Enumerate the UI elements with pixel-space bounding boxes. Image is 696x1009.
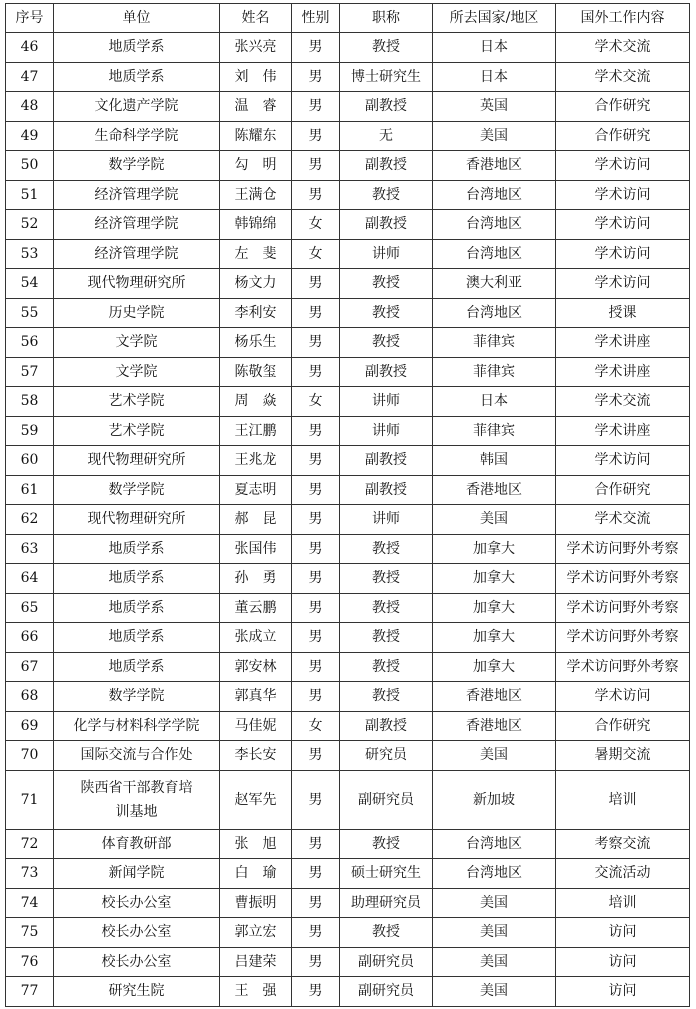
cell-unit: 数学学院	[54, 475, 220, 505]
cell-work-content: 考察交流	[556, 829, 690, 859]
cell-work-content: 学术访问	[556, 210, 690, 240]
cell-name: 董云鹏	[220, 593, 292, 623]
cell-unit: 经济管理学院	[54, 180, 220, 210]
cell-gender: 男	[292, 829, 340, 859]
cell-title: 教授	[340, 328, 433, 358]
table-row	[6, 92, 690, 122]
cell-work-content: 学术访问	[556, 180, 690, 210]
cell-work-content: 学术讲座	[556, 328, 690, 358]
cell-destination: 美国	[433, 888, 556, 918]
cell-gender: 男	[292, 741, 340, 771]
table-row	[6, 33, 690, 63]
cell-unit: 地质学系	[54, 593, 220, 623]
cell-gender: 男	[292, 298, 340, 328]
table-row	[6, 475, 690, 505]
cell-index: 57	[6, 357, 54, 387]
cell-index: 52	[6, 210, 54, 240]
table-row	[6, 593, 690, 623]
cell-gender: 男	[292, 121, 340, 151]
cell-name: 郝 昆	[220, 505, 292, 535]
header-row	[6, 4, 690, 33]
cell-title: 教授	[340, 593, 433, 623]
cell-name: 王江鹏	[220, 416, 292, 446]
cell-index: 74	[6, 888, 54, 918]
cell-destination: 台湾地区	[433, 298, 556, 328]
cell-gender: 男	[292, 62, 340, 92]
cell-index: 62	[6, 505, 54, 535]
cell-work-content: 学术交流	[556, 505, 690, 535]
cell-index: 64	[6, 564, 54, 594]
cell-gender: 男	[292, 918, 340, 948]
cell-destination: 香港地区	[433, 711, 556, 741]
table-row	[6, 62, 690, 92]
cell-unit: 数学学院	[54, 682, 220, 712]
cell-gender: 男	[292, 505, 340, 535]
cell-gender: 女	[292, 239, 340, 269]
cell-destination: 菲律宾	[433, 328, 556, 358]
cell-destination: 新加坡	[433, 770, 556, 829]
cell-index: 69	[6, 711, 54, 741]
cell-name: 陈敬玺	[220, 357, 292, 387]
table-row	[6, 210, 690, 240]
table-row	[6, 298, 690, 328]
cell-work-content: 合作研究	[556, 92, 690, 122]
cell-title: 教授	[340, 298, 433, 328]
table-row	[6, 357, 690, 387]
cell-unit: 艺术学院	[54, 416, 220, 446]
cell-destination: 菲律宾	[433, 416, 556, 446]
cell-index: 54	[6, 269, 54, 299]
cell-title: 副教授	[340, 711, 433, 741]
cell-unit: 文化遗产学院	[54, 92, 220, 122]
header-unit: 单位	[54, 4, 220, 33]
cell-name: 刘 伟	[220, 62, 292, 92]
cell-unit: 现代物理研究所	[54, 446, 220, 476]
cell-unit: 地质学系	[54, 62, 220, 92]
cell-unit: 化学与材料科学学院	[54, 711, 220, 741]
cell-name: 李长安	[220, 741, 292, 771]
cell-gender: 男	[292, 593, 340, 623]
cell-unit: 文学院	[54, 357, 220, 387]
cell-name: 吕建荣	[220, 947, 292, 977]
cell-index: 51	[6, 180, 54, 210]
cell-gender: 女	[292, 387, 340, 417]
cell-unit: 历史学院	[54, 298, 220, 328]
cell-destination: 美国	[433, 977, 556, 1007]
cell-title: 副研究员	[340, 977, 433, 1007]
cell-work-content: 培训	[556, 770, 690, 829]
table-row	[6, 623, 690, 653]
cell-work-content: 学术访问野外考察	[556, 623, 690, 653]
cell-gender: 男	[292, 770, 340, 829]
cell-gender: 男	[292, 33, 340, 63]
table-row	[6, 564, 690, 594]
cell-destination: 日本	[433, 33, 556, 63]
cell-gender: 男	[292, 357, 340, 387]
cell-title: 副教授	[340, 210, 433, 240]
cell-name: 杨文力	[220, 269, 292, 299]
cell-name: 温 睿	[220, 92, 292, 122]
cell-index: 68	[6, 682, 54, 712]
cell-gender: 男	[292, 151, 340, 181]
cell-title: 研究员	[340, 741, 433, 771]
cell-title: 副教授	[340, 446, 433, 476]
cell-destination: 台湾地区	[433, 180, 556, 210]
cell-destination: 台湾地区	[433, 210, 556, 240]
cell-destination: 英国	[433, 92, 556, 122]
cell-title: 助理研究员	[340, 888, 433, 918]
table-row	[6, 446, 690, 476]
table-row	[6, 239, 690, 269]
table-row	[6, 859, 690, 889]
cell-index: 63	[6, 534, 54, 564]
table-row	[6, 269, 690, 299]
cell-gender: 男	[292, 180, 340, 210]
cell-unit: 新闻学院	[54, 859, 220, 889]
cell-gender: 男	[292, 652, 340, 682]
cell-destination: 香港地区	[433, 151, 556, 181]
cell-unit: 数学学院	[54, 151, 220, 181]
cell-index: 72	[6, 829, 54, 859]
table-row	[6, 652, 690, 682]
table-row	[6, 977, 690, 1007]
cell-name: 韩锦绵	[220, 210, 292, 240]
cell-destination: 加拿大	[433, 564, 556, 594]
cell-destination: 台湾地区	[433, 859, 556, 889]
cell-work-content: 学术访问	[556, 239, 690, 269]
cell-work-content: 学术访问	[556, 446, 690, 476]
cell-destination: 菲律宾	[433, 357, 556, 387]
cell-work-content: 培训	[556, 888, 690, 918]
cell-name: 郭真华	[220, 682, 292, 712]
table-row	[6, 682, 690, 712]
cell-destination: 台湾地区	[433, 829, 556, 859]
cell-title: 讲师	[340, 239, 433, 269]
cell-name: 郭立宏	[220, 918, 292, 948]
cell-gender: 男	[292, 92, 340, 122]
cell-destination: 加拿大	[433, 652, 556, 682]
cell-unit: 地质学系	[54, 623, 220, 653]
cell-title: 博士研究生	[340, 62, 433, 92]
cell-title: 副教授	[340, 357, 433, 387]
cell-index: 56	[6, 328, 54, 358]
cell-title: 教授	[340, 33, 433, 63]
cell-index: 47	[6, 62, 54, 92]
cell-destination: 韩国	[433, 446, 556, 476]
table-row	[6, 770, 690, 829]
cell-work-content: 访问	[556, 977, 690, 1007]
cell-title: 教授	[340, 829, 433, 859]
cell-destination: 加拿大	[433, 534, 556, 564]
cell-destination: 美国	[433, 121, 556, 151]
cell-unit: 校长办公室	[54, 947, 220, 977]
personnel-table	[5, 3, 690, 1007]
cell-work-content: 合作研究	[556, 711, 690, 741]
cell-gender: 男	[292, 328, 340, 358]
cell-destination: 美国	[433, 505, 556, 535]
cell-name: 王满仓	[220, 180, 292, 210]
table-row	[6, 121, 690, 151]
cell-gender: 男	[292, 859, 340, 889]
cell-index: 58	[6, 387, 54, 417]
cell-unit: 生命科学学院	[54, 121, 220, 151]
cell-name: 白 瑜	[220, 859, 292, 889]
cell-name: 赵军先	[220, 770, 292, 829]
cell-unit: 校长办公室	[54, 888, 220, 918]
cell-name: 张国伟	[220, 534, 292, 564]
table-row	[6, 888, 690, 918]
cell-index: 61	[6, 475, 54, 505]
cell-name: 王兆龙	[220, 446, 292, 476]
table-row	[6, 416, 690, 446]
cell-index: 59	[6, 416, 54, 446]
cell-destination: 加拿大	[433, 593, 556, 623]
cell-unit: 文学院	[54, 328, 220, 358]
cell-work-content: 学术交流	[556, 387, 690, 417]
cell-work-content: 合作研究	[556, 121, 690, 151]
cell-destination: 加拿大	[433, 623, 556, 653]
cell-title: 教授	[340, 564, 433, 594]
table-row	[6, 328, 690, 358]
cell-unit: 现代物理研究所	[54, 269, 220, 299]
cell-title: 教授	[340, 269, 433, 299]
cell-index: 70	[6, 741, 54, 771]
cell-unit: 经济管理学院	[54, 239, 220, 269]
cell-title: 副研究员	[340, 947, 433, 977]
table-row	[6, 534, 690, 564]
table-row	[6, 918, 690, 948]
cell-title: 教授	[340, 623, 433, 653]
cell-name: 勾 明	[220, 151, 292, 181]
cell-gender: 女	[292, 711, 340, 741]
cell-index: 66	[6, 623, 54, 653]
cell-destination: 台湾地区	[433, 239, 556, 269]
cell-work-content: 学术讲座	[556, 357, 690, 387]
cell-name: 李利安	[220, 298, 292, 328]
table-row	[6, 151, 690, 181]
cell-title: 讲师	[340, 505, 433, 535]
cell-unit: 研究生院	[54, 977, 220, 1007]
cell-destination: 澳大利亚	[433, 269, 556, 299]
cell-gender: 男	[292, 682, 340, 712]
cell-index: 55	[6, 298, 54, 328]
cell-title: 副研究员	[340, 770, 433, 829]
cell-index: 60	[6, 446, 54, 476]
cell-name: 孙 勇	[220, 564, 292, 594]
cell-name: 周 焱	[220, 387, 292, 417]
cell-name: 郭安林	[220, 652, 292, 682]
cell-unit: 现代物理研究所	[54, 505, 220, 535]
cell-unit: 地质学系	[54, 652, 220, 682]
header-destination: 所去国家/地区	[433, 4, 556, 33]
cell-gender: 男	[292, 564, 340, 594]
cell-work-content: 授课	[556, 298, 690, 328]
cell-title: 教授	[340, 682, 433, 712]
cell-work-content: 学术访问野外考察	[556, 534, 690, 564]
cell-gender: 女	[292, 210, 340, 240]
cell-title: 教授	[340, 534, 433, 564]
cell-unit: 地质学系	[54, 564, 220, 594]
cell-name: 王 强	[220, 977, 292, 1007]
header-work-content: 国外工作内容	[556, 4, 690, 33]
cell-name: 张成立	[220, 623, 292, 653]
cell-index: 65	[6, 593, 54, 623]
cell-title: 教授	[340, 918, 433, 948]
cell-unit: 陕西省干部教育培训基地	[54, 770, 220, 829]
cell-name: 夏志明	[220, 475, 292, 505]
cell-destination: 日本	[433, 62, 556, 92]
table-row	[6, 741, 690, 771]
cell-title: 副教授	[340, 475, 433, 505]
cell-title: 无	[340, 121, 433, 151]
cell-gender: 男	[292, 534, 340, 564]
cell-gender: 男	[292, 475, 340, 505]
header-gender: 性别	[292, 4, 340, 33]
cell-unit: 地质学系	[54, 33, 220, 63]
cell-work-content: 学术访问	[556, 151, 690, 181]
cell-work-content: 学术访问	[556, 682, 690, 712]
cell-gender: 男	[292, 446, 340, 476]
cell-work-content: 交流活动	[556, 859, 690, 889]
cell-unit: 地质学系	[54, 534, 220, 564]
cell-title: 讲师	[340, 416, 433, 446]
cell-gender: 男	[292, 416, 340, 446]
cell-index: 71	[6, 770, 54, 829]
header-name: 姓名	[220, 4, 292, 33]
cell-index: 73	[6, 859, 54, 889]
table-body	[6, 33, 690, 1007]
cell-gender: 男	[292, 888, 340, 918]
table-row	[6, 829, 690, 859]
cell-title: 硕士研究生	[340, 859, 433, 889]
cell-work-content: 学术访问野外考察	[556, 652, 690, 682]
cell-gender: 男	[292, 623, 340, 653]
cell-destination: 美国	[433, 918, 556, 948]
cell-index: 48	[6, 92, 54, 122]
cell-work-content: 合作研究	[556, 475, 690, 505]
cell-index: 76	[6, 947, 54, 977]
cell-unit: 艺术学院	[54, 387, 220, 417]
cell-name: 张 旭	[220, 829, 292, 859]
cell-destination: 美国	[433, 741, 556, 771]
cell-work-content: 学术交流	[556, 33, 690, 63]
cell-work-content: 学术访问	[556, 269, 690, 299]
cell-title: 教授	[340, 180, 433, 210]
cell-destination: 香港地区	[433, 682, 556, 712]
cell-title: 教授	[340, 652, 433, 682]
cell-work-content: 学术讲座	[556, 416, 690, 446]
header-index: 序号	[6, 4, 54, 33]
cell-work-content: 学术访问野外考察	[556, 564, 690, 594]
cell-destination: 日本	[433, 387, 556, 417]
table-row	[6, 711, 690, 741]
cell-index: 46	[6, 33, 54, 63]
cell-unit: 国际交流与合作处	[54, 741, 220, 771]
table-header	[6, 4, 690, 33]
cell-work-content: 暑期交流	[556, 741, 690, 771]
cell-index: 49	[6, 121, 54, 151]
cell-gender: 男	[292, 947, 340, 977]
cell-index: 77	[6, 977, 54, 1007]
cell-title: 副教授	[340, 92, 433, 122]
cell-work-content: 访问	[556, 918, 690, 948]
cell-work-content: 学术交流	[556, 62, 690, 92]
cell-gender: 男	[292, 269, 340, 299]
cell-title: 副教授	[340, 151, 433, 181]
table-row	[6, 947, 690, 977]
table-row	[6, 387, 690, 417]
cell-name: 曹振明	[220, 888, 292, 918]
cell-index: 75	[6, 918, 54, 948]
cell-index: 67	[6, 652, 54, 682]
cell-destination: 美国	[433, 947, 556, 977]
table-row	[6, 180, 690, 210]
cell-unit: 体育教研部	[54, 829, 220, 859]
cell-name: 马佳妮	[220, 711, 292, 741]
cell-title: 讲师	[340, 387, 433, 417]
table-row	[6, 505, 690, 535]
cell-name: 张兴亮	[220, 33, 292, 63]
cell-name: 杨乐生	[220, 328, 292, 358]
cell-unit: 校长办公室	[54, 918, 220, 948]
header-title: 职称	[340, 4, 433, 33]
cell-work-content: 访问	[556, 947, 690, 977]
cell-unit: 经济管理学院	[54, 210, 220, 240]
cell-work-content: 学术访问野外考察	[556, 593, 690, 623]
cell-name: 陈耀东	[220, 121, 292, 151]
cell-name: 左 斐	[220, 239, 292, 269]
cell-index: 50	[6, 151, 54, 181]
cell-gender: 男	[292, 977, 340, 1007]
cell-index: 53	[6, 239, 54, 269]
cell-destination: 香港地区	[433, 475, 556, 505]
